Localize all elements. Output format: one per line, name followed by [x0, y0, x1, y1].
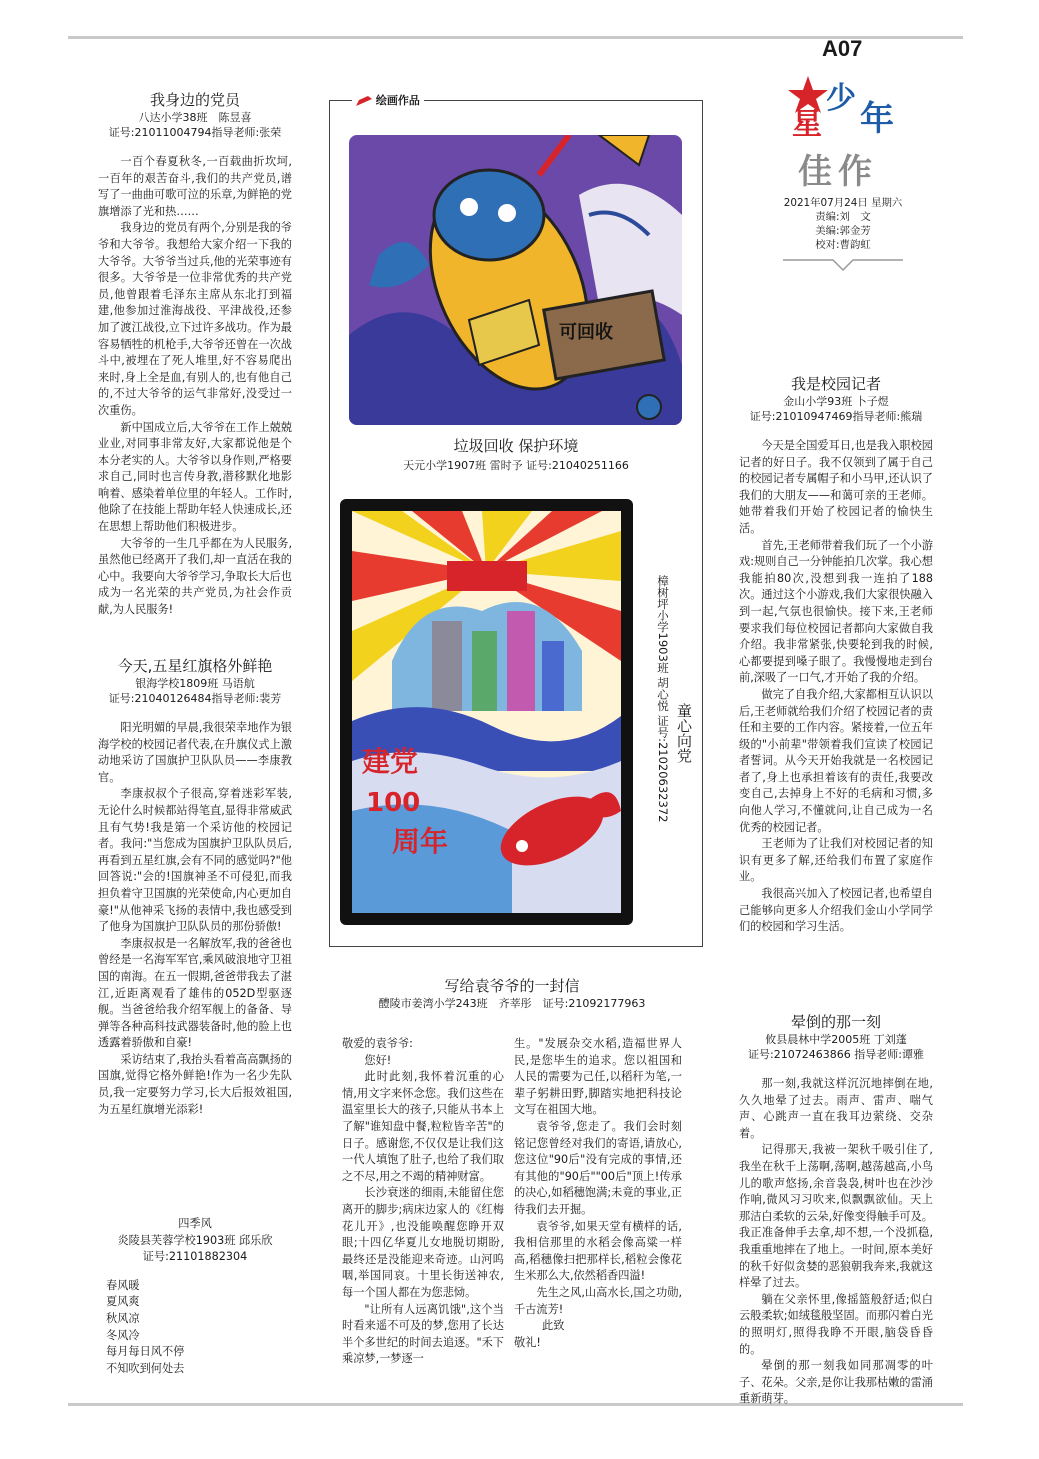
painting-heart-to-party-image: [352, 511, 621, 913]
pen-icon: [356, 96, 372, 106]
issue-date: 2021年07月24日 星期六: [783, 197, 903, 209]
poem-line: 冬风冷: [106, 1328, 140, 1342]
designer-credit: 美编:郭金芳: [815, 225, 871, 237]
article-title: 我身边的党员: [149, 91, 240, 109]
letter-salutation: 敬爱的袁爷爷:: [342, 1037, 413, 1050]
painting-sign-c: 周年: [392, 825, 449, 858]
poem-line: 春风暖: [106, 1278, 140, 1292]
paragraph: 那一刻,我就这样沉沉地摔倒在地,久久地晕了过去。雨声、雷声、喘气声、心跳声一直在我耳边萦绕、交杂着。: [739, 1077, 933, 1140]
article-cert: 证号:21010947469指导老师:熊瑞: [749, 410, 923, 423]
paragraph: 新中国成立后,大爷爷在工作上兢兢业业,对同事非常友好,大家都说他是个本分老实的人。大爷爷以身作则,严格要求自己,同时也言传身教,潜移默化地影响着、感染着单位里的年轻人。工作时,他除了在技能上帮助年轻人快速成长,还在思想上帮助他们积极进步。: [98, 420, 292, 534]
painting-recycle-sign: 可回收: [559, 322, 613, 343]
article-author: 八达小学38班 陈昱喜: [138, 111, 252, 124]
paragraph: 袁爷爷,您走了。我们会时刻铭记您曾经对我们的寄语,请放心,您这位"90后"没有完成的事情,还有其他的"90后""00后"顶上!传承的决心,如稻穗饱满;未竟的事业,正待我们去开掘。: [514, 1119, 682, 1216]
article-cert: 证号:21011004794指导老师:张荣: [108, 126, 282, 139]
paragraph: 此时此刻,我怀着沉重的心情,用文字来怀念您。我们这些在温室里长大的孩子,只能从书本上了解"谁知盘中餐,粒粒皆辛苦"的日子。感谢您,不仅仅是让我们这一代人填饱了肚子,也给了我们取之不尽,用之不竭的精神财富。: [342, 1070, 504, 1183]
paragraph: "让所有人远离饥饿",这个当时看来遥不可及的梦,您用了长达半个多世纪的时间去追逐。"禾下乘凉梦,一梦逐一: [342, 1302, 504, 1366]
brand-char-nian: 年: [860, 99, 894, 139]
paragraph: 先生之风,山高水长,国之功勋,千古流芳!: [514, 1285, 682, 1316]
editor-credit: 责编:刘 文: [815, 211, 871, 223]
brand-logo: [786, 70, 906, 140]
proof-credit: 校对:曹韵虹: [815, 239, 871, 251]
article-five-star-flag: [98, 656, 292, 1118]
letter-column-right: [514, 1036, 682, 1351]
paragraph: 首先,王老师带着我们玩了一个小游戏:规则自己一分钟能拍几次掌。我心想我能拍80次,没想到我一连拍了188次。通过这个小游戏,我们大家很快融入到一起,气氛也很愉快。接下来,王老师要求我们每位校园记者都向大家做自我介绍。我非常紧张,快要轮到我的时候,心都要提到嗓子眼了。我慢慢地走到台前,深吸了一口气,才开始了我的介绍。: [739, 538, 933, 685]
article-author: 醴陵市姜湾小学243班 齐莘彤: [378, 997, 532, 1010]
article-author: 攸县晨林中学2005班 丁刘蓬: [765, 1033, 907, 1046]
paragraph: 袁爷爷,如果天堂有横样的话,我相信那里的水稻会像高粱一样高,稻穗像扫把那样长,稻粒会像花生米那么大,依然稻香四溢!: [514, 1219, 682, 1283]
article-moment-fainted: [739, 1012, 933, 1408]
paragraph: 我身边的党员有两个,分别是我的爷爷和大爷爷。我想给大家介绍一下我的大爷爷。大爷爷当过兵,他的光荣事迹有很多。大爷爷是一位非常优秀的共产党员,他曾跟着毛泽东主席从东北打到福建,他参加过淮海战役、平津战役,还参加了渡江战役,立下过许多战功。作为最容易牺牲的机枪手,大爷爷还曾在一次战斗中,被埋在了死人堆里,好不容易爬出来时,身上全是血,有别人的,也有他自己的,不过大爷爷的运气非常好,没受过一次重伤。: [98, 221, 292, 417]
article-letter-to-yuan: [342, 976, 682, 1011]
article-title: 我是校园记者: [790, 375, 881, 393]
paragraph: 李康叔叔个子很高,穿着迷彩军装,无论什么时候都站得笔直,显得非常威武且有气势!我是第一个采访他的校园记者。我问:"当您成为国旗护卫队队员后,再看到五星红旗,会有不同的感觉吗?"他回答说:"会的!国旗神圣不可侵犯,而我担负着守卫国旗的光荣使命,内心更加自豪!"从他神采飞扬的表情中,我也感受到了他身为国旗护卫队队员的那份骄傲!: [98, 787, 292, 934]
page-number: A07: [822, 36, 863, 61]
poem-line: 秋风凉: [106, 1311, 140, 1325]
painting-heart-to-party: [340, 499, 633, 925]
painting-recycle-title: 垃圾回收 保护环境: [453, 437, 579, 455]
paragraph: 采访结束了,我抬头看着高高飘扬的国旗,觉得它格外鲜艳!作为一名少先队员,我一定要努力学习,长大后报效祖国,为五星红旗增光添彩!: [98, 1052, 292, 1116]
masthead-meta: [778, 196, 908, 278]
painting-recycle-image: [349, 135, 682, 425]
chevron-divider-icon: [783, 256, 903, 274]
brand-char-xing: 星: [792, 107, 822, 140]
painting-heart-credit: 樟树坪小学1903班 胡心悦 证号:21020632372: [656, 575, 670, 823]
paragraph: 长沙衰迷的细雨,未能留住您离开的脚步;病床边家人的《红梅花儿开》,也没能唤醒您睁开双眼;十四亿华夏儿女地脱切期盼,最终还是没能迎来奇迹。山河呜咽,举国同哀。十里长街送神农,每一个国人都在为您悲恸。: [342, 1186, 504, 1299]
article-author-cert: [342, 996, 682, 1011]
poem-line: 夏风爽: [106, 1295, 140, 1309]
article-title: 四季风: [178, 1217, 212, 1230]
brand-char-shao: 少: [826, 81, 856, 116]
paragraph: 记得那天,我被一架秋千吸引住了,我坐在秋千上荡啊,荡啊,越荡越高,小鸟儿的歌声悠扬,余音袅袅,树叶也在沙沙作响,微风习习吹来,似飘飘欲仙。天上那洁白柔软的云朵,好像变得触手可及。我正准备伸手去拿,却不想,一个没抓稳,我重重地摔在了地上。一时间,原本美好的秋千好似贪婪的恶狼朝我奔来,我就这样晕了过去。: [739, 1143, 933, 1290]
paragraph: 晕倒的那一刻我如同那凋零的叶子、花朵。父亲,是你让我那枯嫩的雷涌重新萌芽。: [739, 1359, 933, 1406]
poem-line: 每月每日风不停: [106, 1345, 185, 1359]
painting-recycle: [349, 135, 682, 425]
poem-line: 不知吹到何处去: [106, 1361, 185, 1375]
article-title: 今天,五星红旗格外鲜艳: [117, 657, 273, 675]
artwork-tag: [352, 92, 424, 108]
article-author: 金山小学93班 卜子煜: [783, 395, 889, 408]
paragraph: 今天是全国爱耳日,也是我入职校园记者的好日子。我不仅领到了属于自己的校园记者专属帽子和小马甲,还认识了我们的大朋友——和蔼可亲的王老师。她带着我们开始了校园记者的愉快生活。: [739, 439, 933, 535]
article-cert: 证号:21040126484指导老师:裴芳: [108, 692, 282, 705]
section-title: 佳作: [798, 152, 878, 192]
paragraph: 做完了自我介绍,大家都相互认识以后,王老师就给我们介绍了校园记者的责任和主要的工作内容。紧接着,一位五年级的"小前辈"带领着我们宣读了校园记者誓词。从今天开始我就是一名校园记者了,身上也承担着该有的责任,我要改变自己,去掉身上不好的毛病和习惯,多向他人学习,不懂就问,让自己成为一名优秀的校园记者。: [739, 687, 933, 834]
painting-sign-a: 建党: [362, 745, 419, 778]
letter-close-salute: 敬礼!: [514, 1335, 541, 1349]
article-author: 炎陵县芙蓉学校1903班 邱乐欣: [117, 1233, 273, 1247]
paragraph: 大爷爷的一生几乎都在为人民服务,虽然他已经离开了我们,却一直活在我的心中。我要向大爷爷学习,争取长大后也成为一名光荣的共产党员,为社会作贡献,为人民服务!: [98, 536, 292, 617]
article-cert: 证号:21072463866 指导老师:谭雅: [748, 1048, 924, 1061]
article-cert: 证号:21101882304: [142, 1250, 248, 1264]
paragraph: 阳光明媚的早晨,我很荣幸地作为银海学校的校园记者代表,在升旗仪式上激动地采访了国旗护卫队队员——李康教官。: [98, 721, 292, 784]
article-four-seasons-wind: [98, 1216, 292, 1377]
artwork-box: [329, 94, 703, 947]
paragraph: 我很高兴加入了校园记者,也希望自己能够向更多人介绍我们金山小学同学们的校园和学习生活。: [739, 887, 933, 934]
letter-column-left: [342, 1036, 504, 1368]
letter-close: 此致: [542, 1319, 565, 1333]
article-my-party-member: [98, 90, 292, 619]
masthead: [778, 36, 908, 276]
paragraph: 一百个春夏秋冬,一百载曲折坎坷,一百年的艰苦奋斗,我们的共产党员,谱写了一曲曲可歌可泣的乐章,为鲜艳的党旗增添了光和热……: [98, 155, 292, 218]
article-title: 写给袁爷爷的一封信: [444, 977, 580, 995]
artwork-tag-label: 绘画作品: [375, 94, 420, 107]
article-campus-reporter: [739, 374, 933, 936]
article-title: 晕倒的那一刻: [790, 1013, 881, 1031]
painting-sign-b: 100: [366, 788, 421, 818]
paragraph: 王老师为了让我们对校园记者的知识有更多了解,还给我们布置了家庭作业。: [739, 837, 933, 884]
painting-recycle-credit: 天元小学1907班 雷时予 证号:21040251166: [403, 459, 629, 472]
painting-heart-title: 童心向党: [675, 703, 693, 763]
paragraph: 李康叔叔是一名解放军,我的爸爸也曾经是一名海军军官,乘风破浪地守卫祖国的南海。在五一假期,爸爸带我去了湛江,近距离观看了雄伟的052D型驱逐舰。当爸爸给我介绍军舰上的备备、导弹等各种高科技武器装备时,他的脸上也透露着骄傲和自豪!: [98, 936, 292, 1050]
letter-greeting: 您好!: [364, 1053, 392, 1067]
article-author: 银海学校1809班 马语航: [135, 677, 255, 690]
paragraph: 躺在父亲怀里,像摇篮般舒适;似白云般柔软;如绒毯般坚固。而那闪着白光的照明灯,照得我睁不开眼,脑袋昏昏的。: [739, 1292, 933, 1356]
paragraph: 生。"发展杂交水稻,造福世界人民,是您毕生的追求。您以祖国和人民的需要为己任,以稻秆为笔,一辈子躬耕田野,脚踏实地把科技论文写在祖国大地。: [514, 1037, 682, 1117]
article-cert: 证号:21092177963: [542, 997, 646, 1010]
